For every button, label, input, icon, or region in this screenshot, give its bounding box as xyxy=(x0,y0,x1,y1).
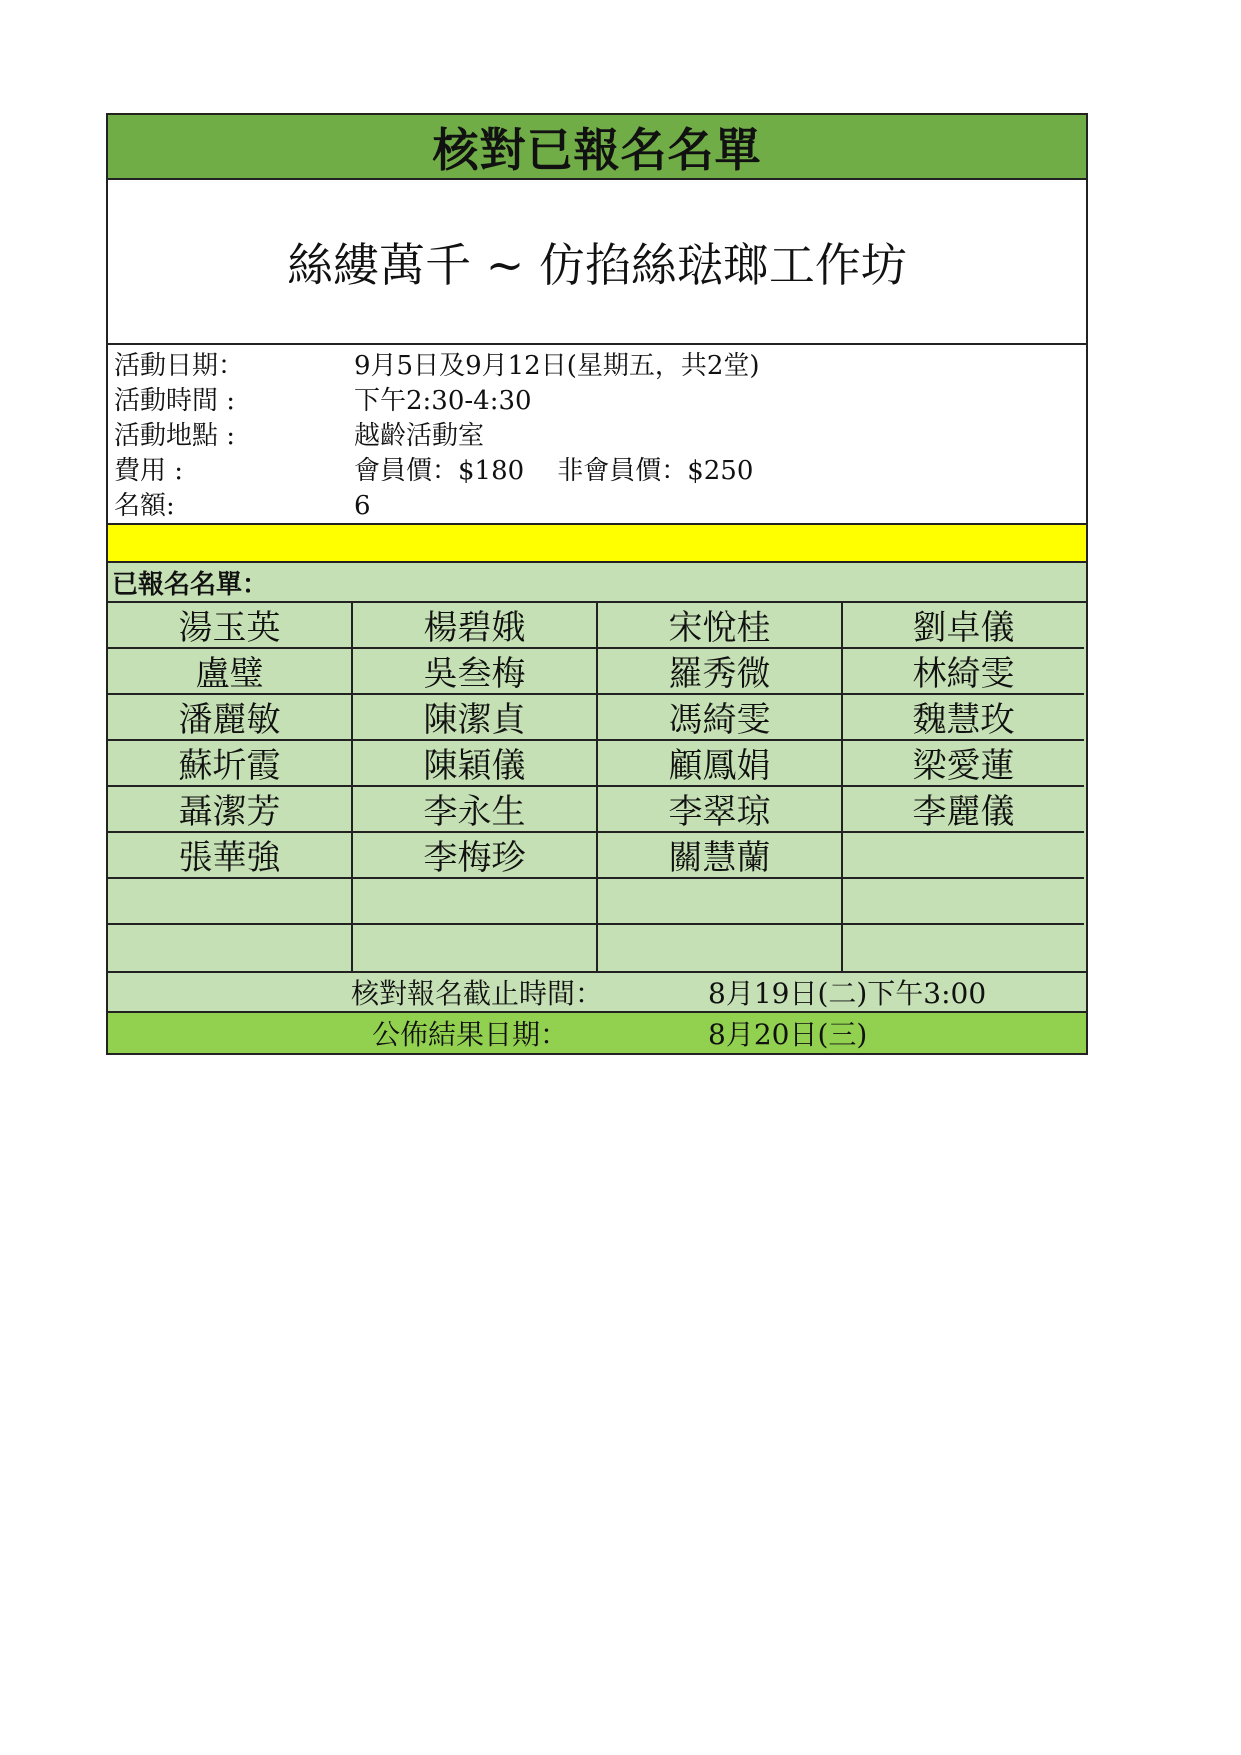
info-label: 活動時間 : xyxy=(114,386,236,416)
name-cell xyxy=(353,879,598,925)
event-name: 絲縷萬千 ~ 仿掐絲琺瑯工作坊 xyxy=(108,180,1086,345)
registration-sheet xyxy=(106,113,1088,1055)
info-line xyxy=(114,489,1086,524)
name-cell xyxy=(598,879,843,925)
announce-row xyxy=(108,1013,1086,1053)
name-cell: 馮綺雯 xyxy=(598,695,843,741)
name-cell: 陳穎儀 xyxy=(353,741,598,787)
name-cell xyxy=(353,925,598,971)
announce-value: 8月20日(三) xyxy=(708,1018,868,1051)
name-cell: 李永生 xyxy=(353,787,598,833)
name-cell xyxy=(108,879,353,925)
info-label: 名額: xyxy=(114,491,175,521)
info-value: 6 xyxy=(354,491,371,521)
name-cell: 盧璧 xyxy=(108,649,353,695)
name-cell: 林綺雯 xyxy=(843,649,1084,695)
info-label: 活動地點 : xyxy=(114,421,236,451)
info-value: 越齡活動室 xyxy=(354,421,485,451)
name-cell: 湯玉英 xyxy=(108,603,353,649)
info-line xyxy=(114,384,1086,419)
name-cell: 顧鳳娟 xyxy=(598,741,843,787)
name-cell: 張華強 xyxy=(108,833,353,879)
name-cell: 楊碧娥 xyxy=(353,603,598,649)
highlight-bar xyxy=(108,525,1086,563)
deadline-value: 8月19日(二)下午3:00 xyxy=(708,977,987,1010)
info-value: 9月5日及9月12日(星期五，共2堂) xyxy=(354,351,760,381)
name-cell: 蘇圻霞 xyxy=(108,741,353,787)
name-cell: 李梅珍 xyxy=(353,833,598,879)
info-label: 活動日期： xyxy=(114,351,245,381)
event-info xyxy=(108,345,1086,525)
name-cell: 劉卓儀 xyxy=(843,603,1084,649)
deadline-label: 核對報名截止時間： xyxy=(350,977,603,1010)
name-cell: 李翠琼 xyxy=(598,787,843,833)
info-line xyxy=(114,454,1086,489)
info-value: 會員價：$180 非會員價：$250 xyxy=(354,456,754,486)
list-header: 已報名名單： xyxy=(108,563,1086,603)
name-cell: 關慧蘭 xyxy=(598,833,843,879)
name-cell xyxy=(843,879,1084,925)
name-cell: 陳潔貞 xyxy=(353,695,598,741)
name-cell: 潘麗敏 xyxy=(108,695,353,741)
name-cell: 李麗儀 xyxy=(843,787,1084,833)
sheet-title: 核對已報名名單 xyxy=(108,115,1086,180)
name-cell xyxy=(843,925,1084,971)
name-cell: 梁愛蓮 xyxy=(843,741,1084,787)
name-cell: 宋悅桂 xyxy=(598,603,843,649)
name-cell xyxy=(843,833,1084,879)
name-cell xyxy=(598,925,843,971)
deadline-row xyxy=(108,973,1086,1013)
name-cell: 聶潔芳 xyxy=(108,787,353,833)
name-cell xyxy=(108,925,353,971)
info-label: 費用 : xyxy=(114,456,184,486)
name-cell: 魏慧玫 xyxy=(843,695,1084,741)
announce-label: 公佈結果日期： xyxy=(371,1018,568,1051)
name-grid xyxy=(108,603,1086,973)
info-value: 下午2:30-4:30 xyxy=(354,386,532,416)
info-line xyxy=(114,349,1086,384)
name-cell: 吳叁梅 xyxy=(353,649,598,695)
info-line xyxy=(114,419,1086,454)
name-cell: 羅秀微 xyxy=(598,649,843,695)
